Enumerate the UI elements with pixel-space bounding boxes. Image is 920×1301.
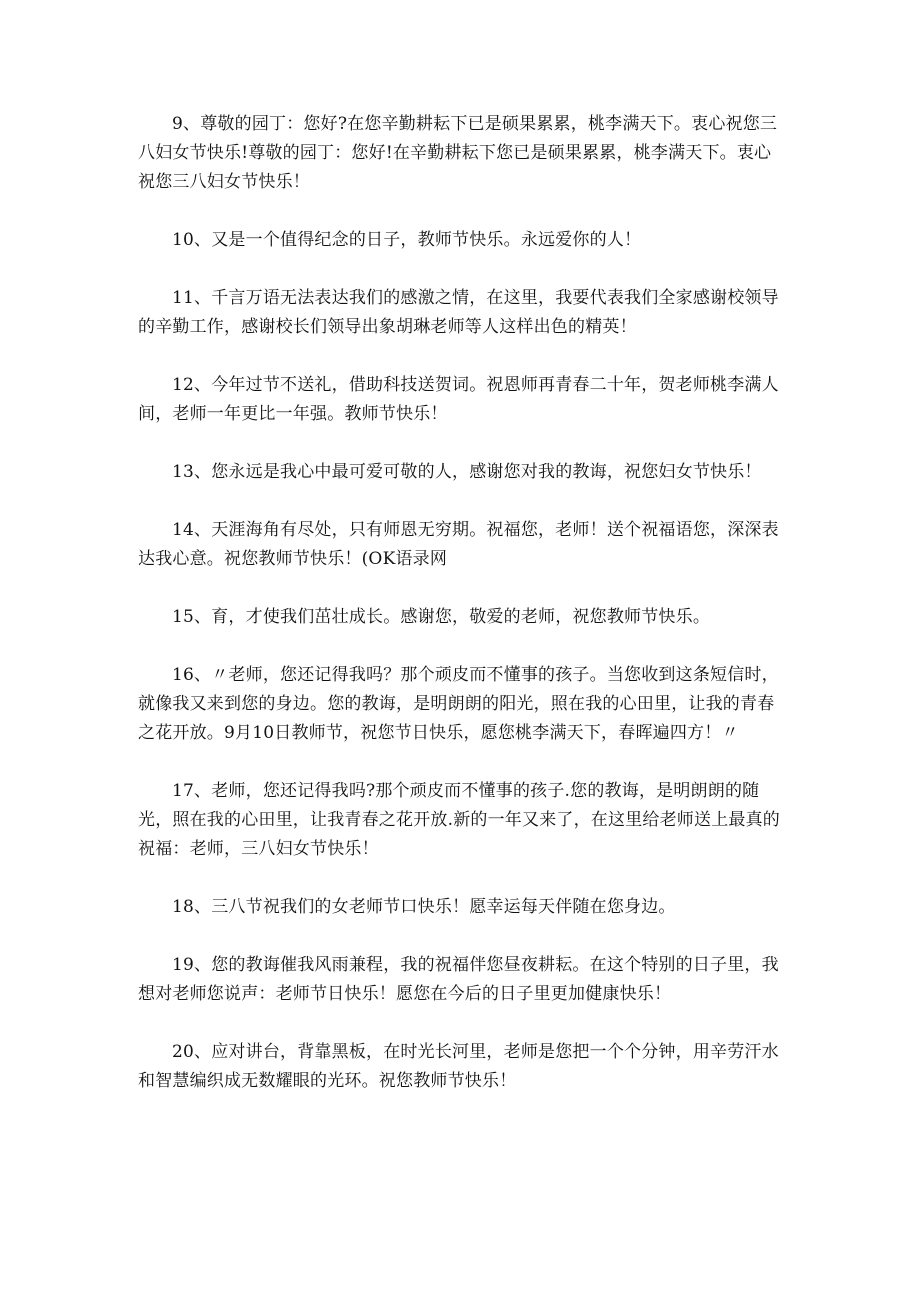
paragraph-18: 18、三八节祝我们的女老师节口快乐！愿幸运每天伴随在您身边。 [172,897,676,917]
paragraph-9: 9、尊敬的园丁：您好?在您辛勤耕耘下已是硕果累累，桃李满天下。衷心祝您三八妇女节快乐!尊敬的园丁：您好!在辛勤耕耘下您已是硕果累累，桃李满天下。衷心祝您三八妇女节快乐！ [138,114,778,192]
paragraph-20: 20、应对讲台，背靠黑板，在时光长河里，老师是您把一个个分钟，用辛劳汗水和智慧编织成无数耀眼的光环。祝您教师节快乐！ [138,1042,779,1091]
paragraph-15: 15、育，才使我们茁壮成长。感谢您，敬爱的老师，祝您教师节快乐。 [172,607,711,627]
document-body [138,110,788,1125]
paragraph-13: 13、您永远是我心中最可爱可敬的人，感谢您对我的教诲，祝您妇女节快乐！ [172,462,762,482]
paragraph-14: 14、天涯海角有尽处，只有师恩无穷期。祝福您，老师！送个祝福语您，深深表达我心意。祝您教师节快乐！(OK语录网 [138,520,779,569]
paragraph-11: 11、千言万语无法表达我们的感激之情，在这里，我要代表我们全家感谢校领导的辛勤工作，感谢校长们领导出象胡琳老师等人这样出色的精英！ [138,288,779,337]
paragraph-17: 17、老师，您还记得我吗?那个顽皮而不懂事的孩子.您的教诲，是明朗朗的随光，照在我的心田里，让我青春之花开放.新的一年又来了，在这里给老师送上最真的祝福：老师，三八妇女节快乐！ [138,781,781,859]
paragraph-16: 16、〃老师，您还记得我吗？那个顽皮而不懂事的孩子。当您收到这条短信时，就像我又来到您的身边。您的教诲，是明朗朗的阳光，照在我的心田里，让我的青春之花开放。9月10日教师节，祝您节日快乐，愿您桃李满天下，春晖遍四方！〃 [138,665,779,743]
paragraph-10: 10、又是一个值得纪念的日子，教师节快乐。永远爱你的人！ [172,230,642,250]
paragraph-12: 12、今年过节不送礼，借助科技送贺词。祝恩师再青春二十年，贺老师桃李满人间，老师一年更比一年强。教师节快乐！ [138,375,779,424]
paragraph-19: 19、您的教诲催我风雨兼程，我的祝福伴您昼夜耕耘。在这个特别的日子里，我想对老师您说声：老师节日快乐！愿您在今后的日子里更加健康快乐！ [138,955,779,1004]
